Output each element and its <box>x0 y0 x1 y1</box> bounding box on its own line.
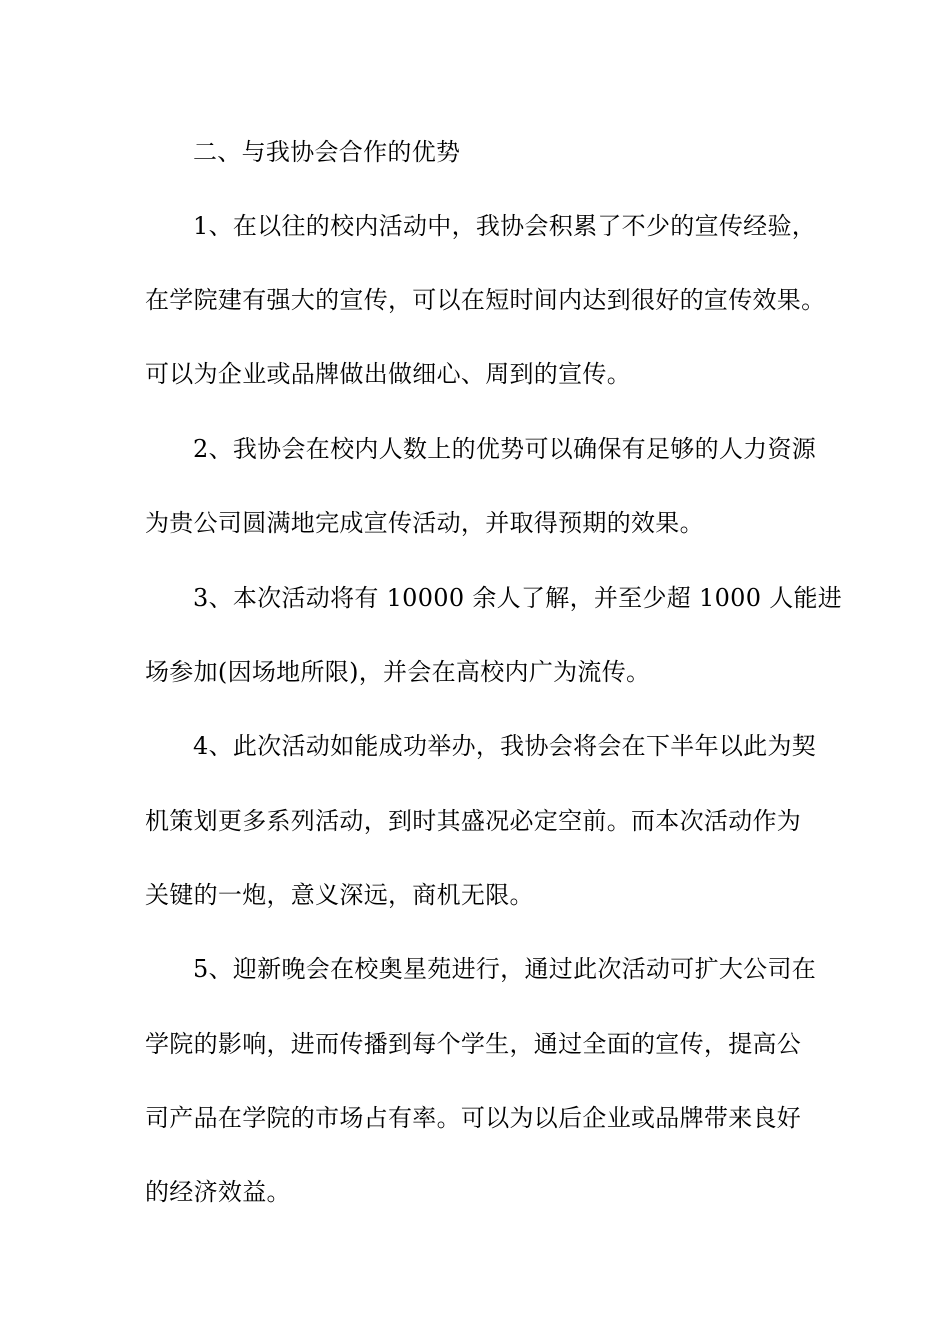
item-5-line-4: 的经济效益。 <box>145 1178 291 1206</box>
item-4-line-2: 机策划更多系列活动，到时其盛况必定空前。而本次活动作为 <box>145 807 802 835</box>
item-1-line-1: 1、在以往的校内活动中，我协会积累了不少的宣传经验， <box>193 212 817 240</box>
item-2-line-2: 为贵公司圆满地完成宣传活动，并取得预期的效果。 <box>145 509 704 537</box>
item-5-line-3: 司产品在学院的市场占有率。可以为以后企业或品牌带来良好 <box>145 1104 802 1132</box>
item-4-line-3: 关键的一炮，意义深远，商机无限。 <box>145 881 534 909</box>
section-heading: 二、与我协会合作的优势 <box>193 138 461 166</box>
item-5-line-1: 5、迎新晚会在校奥星苑进行，通过此次活动可扩大公司在 <box>193 955 817 983</box>
item-1-line-2: 在学院建有强大的宣传，可以在短时间内达到很好的宣传效果。 <box>145 286 826 314</box>
item-1-line-3: 可以为企业或品牌做出做细心、周到的宣传。 <box>145 360 631 388</box>
item-5-line-2: 学院的影响，进而传播到每个学生，通过全面的宣传，提高公 <box>145 1030 802 1058</box>
item-4-line-1: 4、此次活动如能成功举办，我协会将会在下半年以此为契 <box>193 732 817 760</box>
item-3-line-2: 场参加(因场地所限)，并会在高校内广为流传。 <box>145 658 651 686</box>
item-3-line-1: 3、本次活动将有 10000 余人了解，并至少超 1000 人能进 <box>193 584 843 612</box>
item-2-line-1: 2、我协会在校内人数上的优势可以确保有足够的人力资源 <box>193 435 817 463</box>
